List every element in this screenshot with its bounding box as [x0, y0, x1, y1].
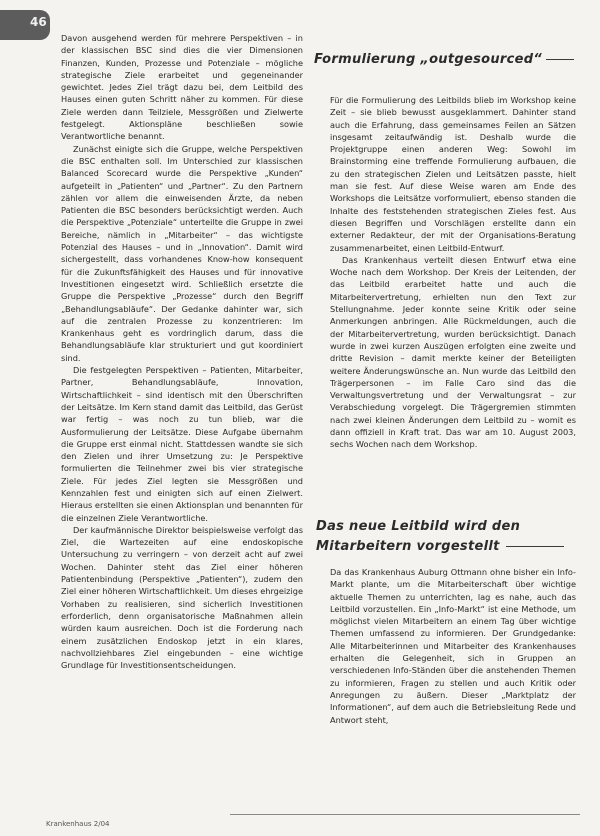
- section-heading-2: [316, 517, 578, 557]
- footer-label: Krankenhaus 2/04: [46, 820, 110, 828]
- left-column: [61, 32, 303, 671]
- section-heading-1-text: Formulierung „outgesourced“: [314, 52, 543, 67]
- right-column-section-2: [330, 566, 576, 726]
- page-number: 46: [30, 15, 47, 29]
- section-heading-1: [314, 52, 576, 67]
- right-paragraph-1: Für die Formulierung des Leitbilds blieb im Workshop keine Zeit – sie blieb bewusst ausgeklammert. Dahinter stand auch die Erfahrung, dass gemeinsames Feilen an Sätzen insgesamt zeitaufwändig ist. Deshalb wurde die Projektgruppe einen anderen Weg: Sowohl im Brainstorming eine treffende Formulierung aufbauen, die zu den strategischen Zielen und Leitsätzen passte, hielt man sie fest. Auf diese Weise waren am Ende des Workshops die Leitsätze vorformuliert, ebenso standen die Inhalte des feststehenden strategischen Zieles fest. Aus diesen Begriffen und Vorschlägen erstellte dann ein externer Redakteur, der mit der Organisations-Beratung zusammenarbeitet, einen Leitbild-Entwurf.: [330, 95, 576, 253]
- right-column-section-1: [330, 94, 576, 451]
- left-paragraph-4: Der kaufmännische Direktor beispielsweise verfolgt das Ziel, die Wartezeiten auf eine endoskopische Untersuchung zu verringern – von derzeit acht auf zwei Wochen. Dahinter steht das Ziel einer höheren Patientenbindung (Perspektive „Patienten“), zudem den Ziel einer höheren Wirtschaftlichkeit. Um dieses ehrgeizige Vorhaben zu realisieren, sind sicherlich Investitionen erforderlich, denn organisatorische Maßnahmen allein würden kaum ausreichen. Doch ist die Forderung nach einem zusätzlichen Endoskop jetzt in ein klares, nachvollziehbares Ziel eingebunden – eine wichtige Grundlage für Investitionsentscheidungen.: [61, 524, 303, 671]
- page-number-tab: [0, 10, 50, 40]
- left-paragraph-3: Die festgelegten Perspektiven – Patienten, Mitarbeiter, Partner, Behandlungsabläufe, Innovation, Wirtschaftlichkeit – sind identisch mit den Überschriften der Leitsätze. Im Kern stand damit das Leitbild, das Gerüst war fertig – was noch zu tun blieb, war die Ausformulierung der Leitsätze. Diese Aufgabe übernahm die Gruppe erst einmal nicht. Stattdessen wandte sie sich den Zielen und ihrer Umsetzung zu: Je Perspektive formulierten die Teilnehmer zwei bis vier strategische Ziele. Für jedes Ziel legten sie Messgrößen und Kennzahlen fest und einigten sich auf einen Zielwert. Hieraus erstellten sie einen Aktionsplan und benannten für die einzelnen Ziele Verantwortliche.: [61, 365, 303, 523]
- left-paragraph-1: Davon ausgehend werden für mehrere Perspektiven – in der klassischen BSC sind dies die vier Dimensionen Finanzen, Kunden, Prozesse und Potenziale – mögliche strategische Ziele erarbeitet und gegeneinander gewichtet. Jedes Ziel trägt dazu bei, dem Leitbild des Hauses einen guten Schritt näher zu kommen. Für diese Ziele werden dann Teilziele, Messgrößen und Zielwerte festgelegt. Aktionspläne beschließen sowie Verantwortliche benannt.: [61, 33, 303, 142]
- left-paragraph-2: Zunächst einigte sich die Gruppe, welche Perspektiven die BSC enthalten soll. Im Unterschied zur klassischen Balanced Scorecard wurde die Perspektive „Kunden“ aufgeteilt in „Patienten“ und „Partner“. Zu den Partnern zählen vor allem die einweisenden Ärzte, da neben Patienten die BSC besonders berücksichtigt werden. Auch die Perspektive „Potenziale“ unterteilte die Gruppe in zwei Bereiche, nämlich in „Mitarbeiter“ – das wichtigste Potenzial des Hauses – und in „Innovation“. Damit wird sichergestellt, dass vorhandenes Know-how konsequent für die Zukunftsfähigkeit des Hauses und für innovative Investitionen eingesetzt wird. Schließlich ersetzte die Gruppe die Perspektive „Prozesse“ durch den Begriff „Behandlungsabläufe“. Der Gedanke dahinter war, sich auf die zentralen Prozesse zu konzentrieren: Im Krankenhaus geht es vordringlich darum, dass die Behandlungsabläufe klar strukturiert und gut koordiniert sind.: [61, 143, 303, 363]
- heading-rule: [546, 59, 574, 60]
- right-paragraph-3: Da das Krankenhaus Auburg Ottmann ohne bisher ein Info-Markt plante, um die Mitarbeiterschaft über wichtige aktuelle Themen zu unterrichten, lag es nahe, auch das Leitbild vorzustellen. Ein „Info-Markt“ ist eine Methode, um möglichst vielen Mitarbeitern an einem Tag über wichtige Themen umfassend zu informieren. Der Grundgedanke: Alle Mitarbeiterinnen und Mitarbeiter des Krankenhauses erhalten die Gelegenheit, sich in Gruppen an verschiedenen Info-Ständen über die anstehenden Themen zu informieren, Fragen zu stellen und auch Kritik oder Anregungen zu äußern. Dieser „Marktplatz der Informationen“, auf dem auch die Betriebsleitung Rede und Antwort steht,: [330, 567, 576, 725]
- right-paragraph-2: Das Krankenhaus verteilt diesen Entwurf etwa eine Woche nach dem Workshop. Der Kreis der Leitenden, der das Leitbild erarbeitet hatte und auch die Mitarbeitervertretung, erhielten nun den Text zur Stellungnahme. Jeder konnte seine Kritik oder seine Anmerkungen anbringen. Alle Rückmeldungen, auch die der Mitarbeitervertretung, wurden berücksichtigt. Danach wurde in zwei kurzen Auszügen erfolgten eine zweite und dritte Revision – damit merkte keiner der Beteiligten weitere Änderungswünsche an. Nun wurde das Leitbild den Trägerpersonen – im Falle Caro sind das die Verwaltungsvertretung und der Verwaltungsrat – zur Verabschiedung vorgelegt. Die Trägergremien stimmten nach zwei kleinen Änderungen dem Leitbild zu – womit es dann offiziell in Kraft trat. Das war am 10. August 2003, sechs Wochen nach dem Workshop.: [330, 254, 576, 450]
- heading-rule: [506, 546, 564, 547]
- section-heading-2-line-1: Das neue Leitbild wird den: [316, 519, 521, 534]
- section-heading-2-line-2: Mitarbeitern vorgestellt: [316, 539, 500, 554]
- footer-rule: [230, 814, 580, 815]
